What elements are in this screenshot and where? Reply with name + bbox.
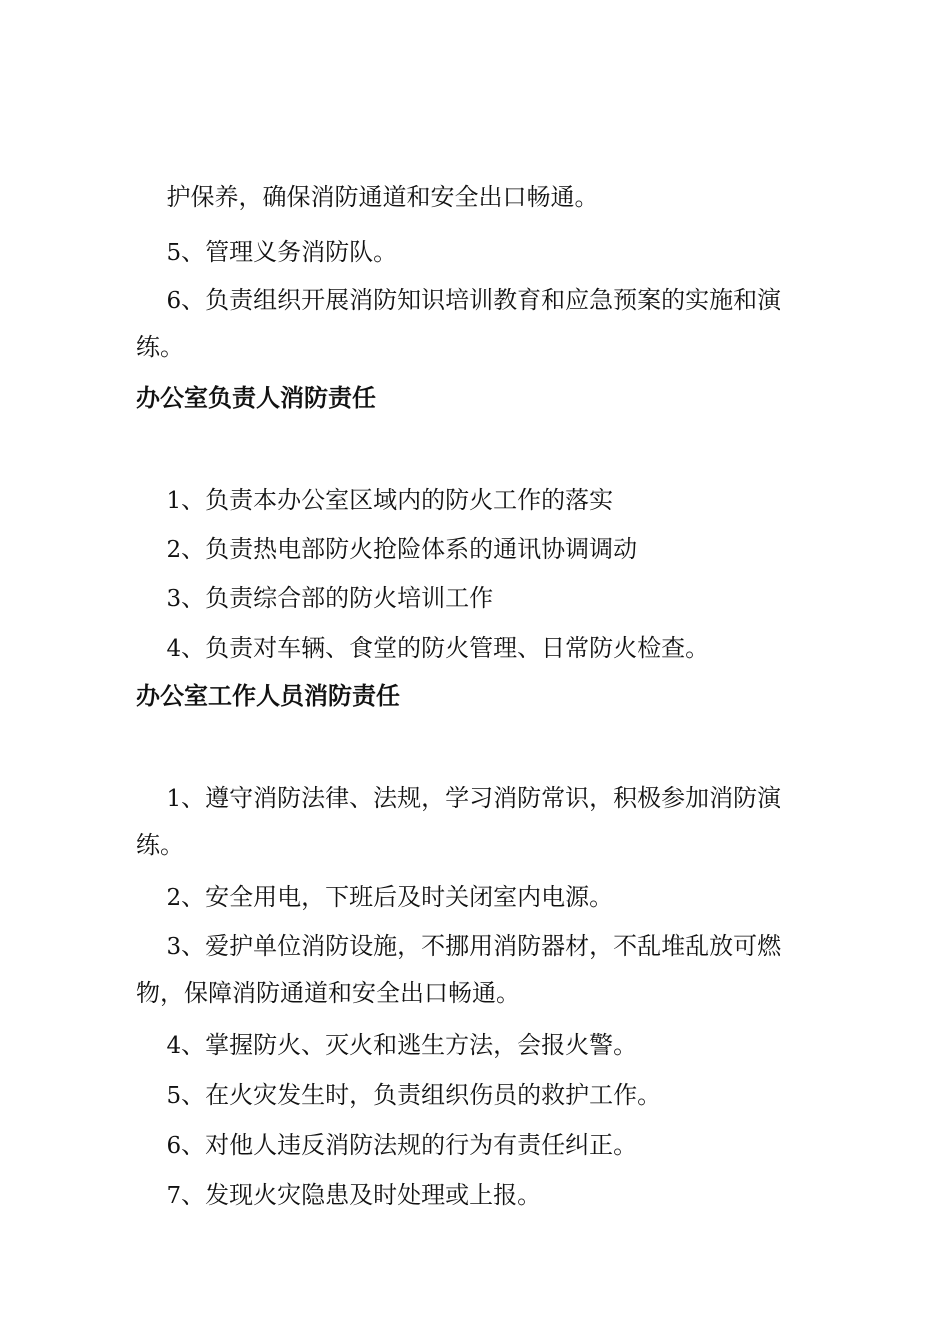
item-text: 、对他人违反消防法规的行为有责任纠正。 xyxy=(181,1131,638,1159)
item-number: 3 xyxy=(166,586,182,612)
item-text: 、在火灾发生时，负责组织伤员的救护工作。 xyxy=(181,1081,662,1109)
item-text: 、负责热电部防火抢险体系的通讯协调调动 xyxy=(181,535,638,563)
item-text: 、爱护单位消防设施，不挪用消防器材，不乱堆乱放可燃物，保障消防通道和安全出口畅通。 xyxy=(136,932,782,1007)
paragraph-text: 护保养，确保消防通道和安全出口畅通。 xyxy=(166,183,599,211)
item-number: 5 xyxy=(166,1083,182,1109)
item-number: 5 xyxy=(166,240,182,266)
item-text: 、掌握防火、灭火和逃生方法，会报火警。 xyxy=(181,1031,638,1059)
item-text: 、发现火灾隐患及时处理或上报。 xyxy=(181,1181,542,1209)
item-number: 6 xyxy=(166,1133,182,1159)
item-number: 4 xyxy=(166,1033,182,1059)
item-text: 、管理义务消防队。 xyxy=(181,238,398,266)
section-heading-office-head: 办公室负责人消防责任 xyxy=(136,384,376,412)
item-text: 、负责组织开展消防知识培训教育和应急预案的实施和演练。 xyxy=(136,286,782,361)
item-number: 3 xyxy=(166,934,182,960)
item-text: 、遵守消防法律、法规，学习消防常识，积极参加消防演练。 xyxy=(136,784,782,859)
item-number: 1 xyxy=(166,786,182,812)
item-text: 、安全用电，下班后及时关闭室内电源。 xyxy=(181,883,614,911)
item-number: 2 xyxy=(166,885,182,911)
item-text: 、负责本办公室区域内的防火工作的落实 xyxy=(181,486,614,514)
list-item xyxy=(136,1126,826,1265)
item-number: 2 xyxy=(166,537,182,563)
item-number: 1 xyxy=(166,488,182,514)
section-heading-office-staff: 办公室工作人员消防责任 xyxy=(136,682,400,710)
item-number: 4 xyxy=(166,636,182,662)
item-text: 、负责综合部的防火培训工作 xyxy=(181,584,494,612)
item-number: 7 xyxy=(166,1183,182,1209)
item-number: 6 xyxy=(166,288,182,314)
item-text: 、负责对车辆、食堂的防火管理、日常防火检查。 xyxy=(181,634,710,662)
